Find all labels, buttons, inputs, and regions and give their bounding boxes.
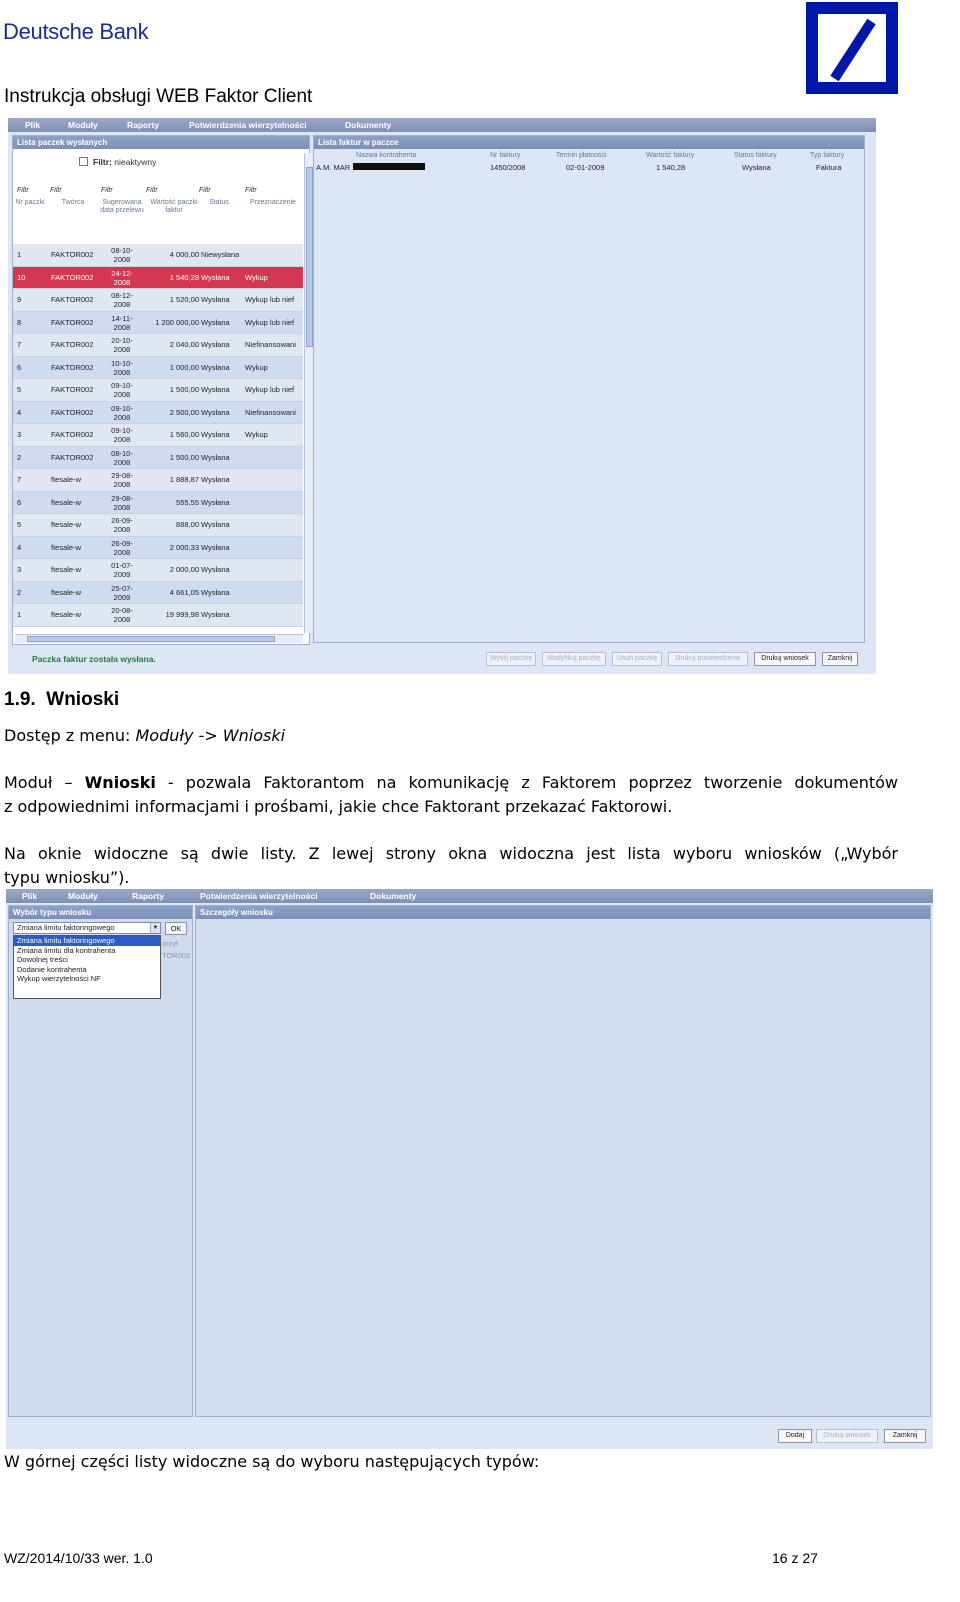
dropdown-option[interactable]: Dowolnej treści [17, 955, 68, 964]
package-creator: FAKTOR002 [51, 430, 94, 439]
menu-item[interactable]: Potwierdzenia wierzytelności [189, 120, 307, 130]
paragraph-two-lists-cont: typu wniosku”). [4, 868, 130, 887]
package-purpose: Niefinansowani [245, 407, 296, 417]
invoice-number[interactable]: 1450/2008 [490, 163, 526, 172]
package-creator: FAKTOR002 [51, 362, 94, 372]
table-row[interactable] [13, 267, 303, 290]
package-number: 4 [17, 542, 22, 552]
package-number: 7 [17, 340, 22, 349]
package-purpose: Wykup lub nief [245, 317, 295, 327]
document-title: Instrukcja obsługi WEB Faktor Client [4, 86, 313, 107]
package-status: Wysłana [201, 610, 230, 619]
transfer-date: 26-09- 2008 [111, 538, 133, 557]
panel-title: Szczegóły wniosku [196, 906, 930, 919]
transfer-date: 20-10- 2008 [111, 336, 133, 354]
column-header[interactable]: Przeznaczenie [250, 199, 296, 206]
screenshot-requests [6, 889, 933, 1449]
package-purpose: Wykup lub nief [245, 295, 295, 304]
hidden-text: orzył [162, 939, 178, 948]
horizontal-scrollbar[interactable] [15, 634, 303, 643]
package-value: 555,55 [176, 497, 199, 507]
package-value: 2 000,33 [169, 542, 199, 552]
package-status: Niewysłana [201, 250, 240, 259]
menu-item[interactable]: Dokumenty [345, 120, 392, 130]
transfer-date: 24-12- 2008 [111, 268, 133, 287]
packages-panel [12, 135, 310, 645]
brand-name: Deutsche Bank [3, 19, 149, 44]
transfer-date: 20-08- 2008 [111, 606, 133, 624]
package-status: Wysłana [201, 340, 230, 349]
table-row[interactable] [13, 514, 303, 537]
package-number: 6 [17, 362, 22, 372]
package-value: 1 520,00 [169, 295, 199, 304]
package-value: 4 000,00 [169, 250, 199, 259]
package-status: Wysłana [201, 362, 230, 372]
print-request-button[interactable]: Drukuj wniosek [754, 652, 816, 666]
request-details-panel [195, 905, 931, 1417]
package-creator: FAKTOR002 [51, 317, 94, 327]
table-row[interactable] [13, 379, 303, 402]
package-status: Wysłana [201, 497, 230, 507]
dropdown-option[interactable]: Zmiana limitu dla kontrahenta [17, 945, 116, 955]
menu-item[interactable]: Raporty [127, 120, 160, 130]
table-row[interactable] [13, 469, 303, 492]
request-type-dropdown [13, 935, 161, 999]
package-status: Wysłana [201, 430, 230, 439]
package-purpose: Niefinansowani [245, 340, 296, 349]
transfer-date: 01-07- 2009 [111, 561, 133, 579]
column-header[interactable]: Nr faktury [490, 152, 521, 159]
table-row[interactable] [13, 447, 303, 470]
menu-item[interactable]: Plik [22, 891, 38, 901]
close-button[interactable]: Zamknij [822, 652, 858, 666]
transfer-date: 09-10- 2008 [111, 403, 133, 422]
column-filter[interactable]: Filtr [245, 187, 257, 194]
package-creator: ftesale-w [51, 542, 82, 552]
package-purpose: Wykup [245, 430, 268, 439]
package-number: 4 [17, 407, 22, 417]
transfer-date: 29-08- 2008 [111, 471, 133, 489]
transfer-date: 25-07- 2009 [111, 583, 133, 602]
package-status: Wysłana [201, 475, 230, 484]
package-creator: FAKTOR002 [51, 385, 94, 394]
transfer-date: 09-10- 2008 [111, 381, 133, 399]
table-row[interactable] [13, 604, 303, 627]
package-status: Wysłana [201, 272, 230, 282]
menu-item[interactable]: Raporty [132, 891, 165, 901]
status-message: Paczka faktur została wysłana. [32, 654, 156, 664]
table-row[interactable] [13, 492, 303, 515]
package-creator: FAKTOR002 [51, 340, 94, 349]
delete-package-button[interactable]: Usuń paczkę [612, 652, 662, 666]
invoice-type[interactable]: Faktura [816, 163, 842, 172]
table-row[interactable] [13, 537, 303, 560]
close-button[interactable]: Zamknij [884, 1429, 926, 1443]
package-number: 5 [17, 385, 22, 394]
column-header[interactable]: Twórca [61, 199, 85, 206]
package-creator: ftesale-w [51, 475, 82, 484]
package-value: 1 560,00 [169, 430, 199, 439]
package-creator: ftesale-w [51, 610, 82, 619]
package-creator: ftesale-w [51, 587, 82, 597]
dropdown-option[interactable]: Dodanie kontrahenta [17, 964, 87, 974]
request-type-panel [8, 905, 193, 1417]
package-status: Wysłana [201, 295, 230, 304]
paragraph-types-intro: W górnej części listy widoczne są do wyboru następujących typów: [4, 1452, 540, 1471]
package-value: 1 000,00 [169, 362, 199, 372]
menu-item[interactable]: Moduły [68, 891, 98, 901]
transfer-date: 26-09- 2008 [111, 516, 133, 534]
package-purpose: Wykup [245, 272, 268, 282]
menu-access-path: Dostęp z menu: Moduły -> Wnioski [4, 726, 286, 745]
panel-title: Wybór typu wniosku [9, 906, 192, 919]
filter-status: Filtr: nieaktywny [93, 157, 157, 167]
table-row[interactable] [13, 582, 303, 605]
transfer-date: 09-10- 2008 [111, 426, 133, 444]
scroll-thumb[interactable] [27, 636, 275, 642]
menu-item[interactable]: Moduły [68, 120, 98, 130]
table-row[interactable] [13, 402, 303, 425]
package-number: 5 [17, 520, 22, 529]
page-number: 16 z 27 [772, 1550, 818, 1566]
package-status: Wysłana [201, 587, 230, 597]
print-confirmation-button[interactable]: Drukuj potwierdzenie [668, 652, 748, 666]
column-header[interactable]: Nazwa kontrahenta [356, 152, 417, 159]
dropdown-option[interactable]: Wykup wierzytelności NF [17, 974, 101, 983]
package-creator: ftesale-w [51, 497, 82, 507]
package-status: Wysłana [201, 407, 230, 417]
table-row[interactable] [13, 244, 303, 267]
invoice-value[interactable]: 1 540,28 [656, 163, 686, 172]
document-id: WZ/2014/10/33 wer. 1.0 [4, 1550, 153, 1566]
package-value: 4 661,05 [169, 587, 199, 597]
package-number: 8 [17, 317, 22, 327]
deutsche-bank-logo [806, 2, 898, 94]
column-filter[interactable]: Filtr [199, 187, 211, 194]
package-creator: FAKTOR002 [51, 272, 94, 282]
column-header[interactable]: Wartość paczki faktur [150, 199, 198, 214]
send-package-button[interactable]: Wyślij paczkę [486, 652, 536, 666]
contractor-name[interactable]: A.M. MAR [316, 163, 351, 172]
column-filters [13, 187, 303, 197]
table-row[interactable] [13, 424, 303, 447]
paragraph-module-description: Moduł – Wnioski - pozwala Faktorantom na komunikację z Faktorem poprzez tworzenie dokumentów [4, 773, 899, 792]
package-number: 7 [17, 475, 22, 484]
package-value: 1 200 000,00 [155, 317, 199, 327]
table-header [13, 199, 303, 243]
package-number: 1 [17, 610, 22, 619]
package-status: Wysłana [201, 317, 230, 327]
ok-button[interactable]: OK [165, 922, 187, 935]
package-value: 1 540,28 [169, 272, 199, 282]
transfer-date: 29-08- 2008 [111, 493, 133, 512]
invoices-panel [313, 135, 865, 643]
package-value: 1 500,00 [169, 385, 199, 394]
table-row[interactable] [13, 289, 303, 312]
column-header[interactable]: Termin płatności [556, 152, 607, 159]
package-value: 2 000,00 [169, 565, 199, 574]
panel-title: Lista paczek wysłanych [13, 136, 309, 149]
redacted-text [353, 163, 425, 170]
package-status: Wysłana [201, 385, 230, 394]
menu-item[interactable]: Potwierdzenia wierzytelności [200, 891, 318, 901]
package-number: 6 [17, 497, 22, 507]
package-number: 2 [17, 587, 22, 597]
column-filter[interactable]: Filtr [50, 187, 62, 194]
package-number: 9 [17, 295, 22, 304]
transfer-date: 08-10- 2008 [111, 246, 133, 264]
paragraph-two-lists: Na oknie widoczne są dwie listy. Z lewej strony okna widoczna jest lista wyboru wniosków („Wybór [4, 844, 898, 863]
hidden-text: TOR002 [162, 951, 191, 960]
column-header[interactable]: Wartość faktury [646, 152, 695, 159]
menu-item[interactable]: Dokumenty [370, 891, 417, 901]
package-creator: FAKTOR002 [51, 452, 94, 462]
package-value: 2 040,00 [169, 340, 199, 349]
transfer-date: 08-10- 2008 [111, 448, 133, 467]
modify-package-button[interactable]: Modyfikuj paczkę [542, 652, 606, 666]
transfer-date: 08-12- 2008 [111, 291, 133, 309]
package-value: 2 500,00 [169, 407, 199, 417]
paragraph-module-description-cont: z odpowiednimi informacjami i prośbami, jakie chce Faktorant przekazać Faktorowi. [4, 797, 673, 816]
column-filter[interactable]: Filtr [101, 187, 113, 194]
print-request-button[interactable]: Drukuj wniosek [816, 1429, 878, 1443]
package-purpose: Wykup [245, 362, 268, 372]
package-number: 3 [17, 565, 22, 574]
column-header[interactable]: Typ faktury [810, 152, 845, 159]
table-row[interactable] [13, 559, 303, 582]
table-row[interactable] [13, 312, 303, 335]
menu-bar [6, 889, 933, 903]
add-button[interactable]: Dodaj [778, 1429, 812, 1443]
package-creator: ftesale-w [51, 520, 82, 529]
package-value: 1 500,00 [169, 452, 199, 462]
package-value: 1 888,87 [169, 475, 199, 484]
dropdown-option[interactable]: Zmiana limitu faktoringowego [14, 936, 160, 946]
package-number: 1 [17, 250, 22, 259]
package-number: 3 [17, 430, 22, 439]
menu-item[interactable]: Plik [25, 120, 41, 130]
package-status: Wysłana [201, 520, 230, 529]
column-filter[interactable]: Filtr [17, 187, 29, 194]
package-creator: ftesale-w [51, 565, 82, 574]
transfer-date: 14-11- 2008 [111, 313, 133, 332]
invoice-status[interactable]: Wysłana [742, 163, 771, 172]
menu-bar [8, 118, 876, 132]
transfer-date: 10-10- 2008 [111, 358, 133, 377]
package-number: 10 [17, 272, 26, 282]
section-heading: 1.9. Wnioski [4, 689, 120, 710]
package-status: Wysłana [201, 542, 230, 552]
chevron-down-icon[interactable]: ▼ [150, 923, 160, 933]
table-row[interactable] [13, 334, 303, 357]
panel-title: Lista faktur w paczce [314, 136, 864, 149]
package-value: 888,00 [176, 520, 199, 529]
package-creator: FAKTOR002 [51, 250, 94, 259]
screenshot-sent-packages [8, 118, 876, 674]
packages-table-body [13, 244, 303, 627]
package-creator: FAKTOR002 [51, 407, 94, 417]
column-header[interactable]: Nr paczki [15, 199, 45, 206]
column-header[interactable]: Status faktury [734, 152, 777, 159]
request-type-select[interactable]: Zmiana limitu faktoringowego ▼ [13, 922, 161, 934]
package-number: 2 [17, 452, 22, 462]
payment-due[interactable]: 02-01-2009 [566, 163, 605, 172]
package-purpose: Wykup lub nief [245, 385, 295, 394]
filter-checkbox[interactable] [79, 157, 88, 166]
column-header[interactable]: Sugerowana data przelewu [100, 199, 144, 214]
package-status: Wysłana [201, 565, 230, 574]
table-row[interactable] [13, 357, 303, 380]
package-creator: FAKTOR002 [51, 295, 94, 304]
column-header[interactable]: Status [209, 199, 229, 206]
column-filter[interactable]: Filtr [146, 187, 158, 194]
package-value: 19 999,98 [165, 610, 199, 619]
package-status: Wysłana [201, 452, 230, 462]
scroll-thumb[interactable] [306, 167, 313, 347]
vertical-scrollbar[interactable] [304, 153, 313, 633]
